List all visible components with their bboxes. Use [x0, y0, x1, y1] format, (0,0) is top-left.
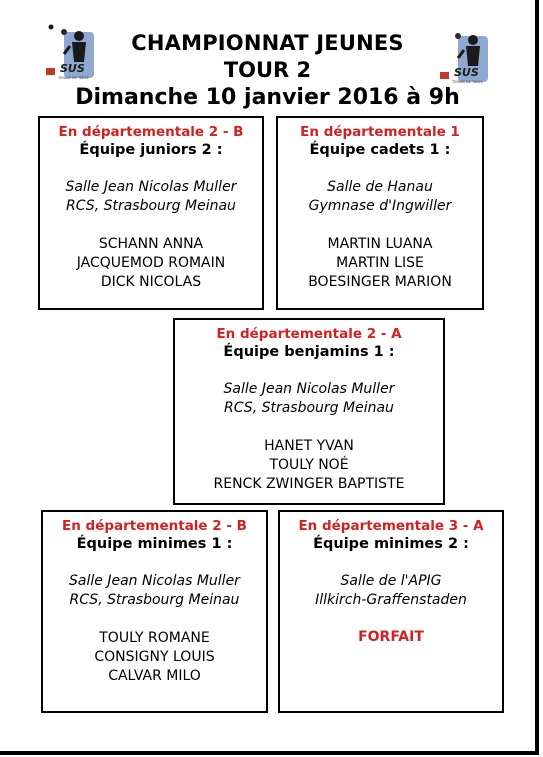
team-card-cadets-1: [276, 116, 484, 310]
event-date: Dimanche 10 janvier 2016 à 9h: [75, 85, 460, 110]
player-name: CALVAR MILO: [108, 668, 201, 684]
player-name: TOULY ROMANE: [99, 630, 210, 646]
team-name: Équipe minimes 2 :: [313, 536, 469, 552]
player-name: MARTIN LUANA: [327, 236, 433, 252]
venue-line: RCS, Strasbourg Meinau: [69, 592, 240, 608]
venue-line: RCS, Strasbourg Meinau: [66, 198, 236, 214]
svg-text:TENNIS DE TABLE: TENNIS DE TABLE: [452, 80, 483, 84]
division-label: En départementale 1: [300, 124, 460, 140]
forfeit-status: FORFAIT: [358, 629, 424, 645]
player-name: RENCK ZWINGER BAPTISTE: [213, 476, 405, 492]
player-name: CONSIGNY LOUIS: [94, 649, 215, 665]
player-name: DICK NICOLAS: [100, 274, 202, 290]
player-name: BOESINGER MARION: [308, 274, 452, 290]
division-label: En départementale 2 - B: [58, 124, 244, 140]
svg-text:TENNIS DE TABLE: TENNIS DE TABLE: [58, 76, 89, 80]
player-name: MARTIN LISE: [336, 255, 424, 271]
venue-line: Salle de l'APIG: [340, 573, 442, 589]
team-name: Équipe minimes 1 :: [76, 536, 233, 552]
division-label: En départementale 3 - A: [298, 518, 484, 534]
venue-line: Illkirch-Graffenstaden: [315, 592, 467, 608]
division-label: En départementale 2 - B: [62, 518, 247, 534]
venue-line: Salle Jean Nicolas Muller: [223, 381, 395, 397]
venue-line: Salle Jean Nicolas Muller: [69, 573, 240, 589]
player-name: TOULY NOÉ: [269, 457, 349, 473]
player-name: HANET YVAN: [264, 438, 354, 454]
player-name: SCHANN ANNA: [98, 236, 204, 252]
venue-line: Salle de Hanau: [327, 179, 433, 195]
team-name: Équipe benjamins 1 :: [223, 344, 395, 360]
team-card-benjamins-1: [173, 318, 445, 505]
team-card-minimes-2: [278, 510, 504, 713]
team-name: Équipe cadets 1 :: [309, 142, 451, 158]
venue-line: Gymnase d'Ingwiller: [308, 198, 452, 214]
team-card-juniors-2: [38, 116, 264, 310]
team-name: Équipe juniors 2 :: [79, 142, 223, 158]
venue-line: Salle Jean Nicolas Muller: [65, 179, 237, 195]
team-card-minimes-1: [41, 510, 268, 713]
page-subtitle: TOUR 2: [223, 58, 312, 82]
page-title: CHAMPIONNAT JEUNES: [131, 31, 404, 55]
venue-line: RCS, Strasbourg Meinau: [224, 400, 394, 416]
logo-text-right: SUS: [454, 66, 479, 79]
logo-text-left: SUS: [60, 62, 85, 75]
division-label: En départementale 2 - A: [216, 326, 402, 342]
player-name: JACQUEMOD ROMAIN: [76, 255, 226, 271]
